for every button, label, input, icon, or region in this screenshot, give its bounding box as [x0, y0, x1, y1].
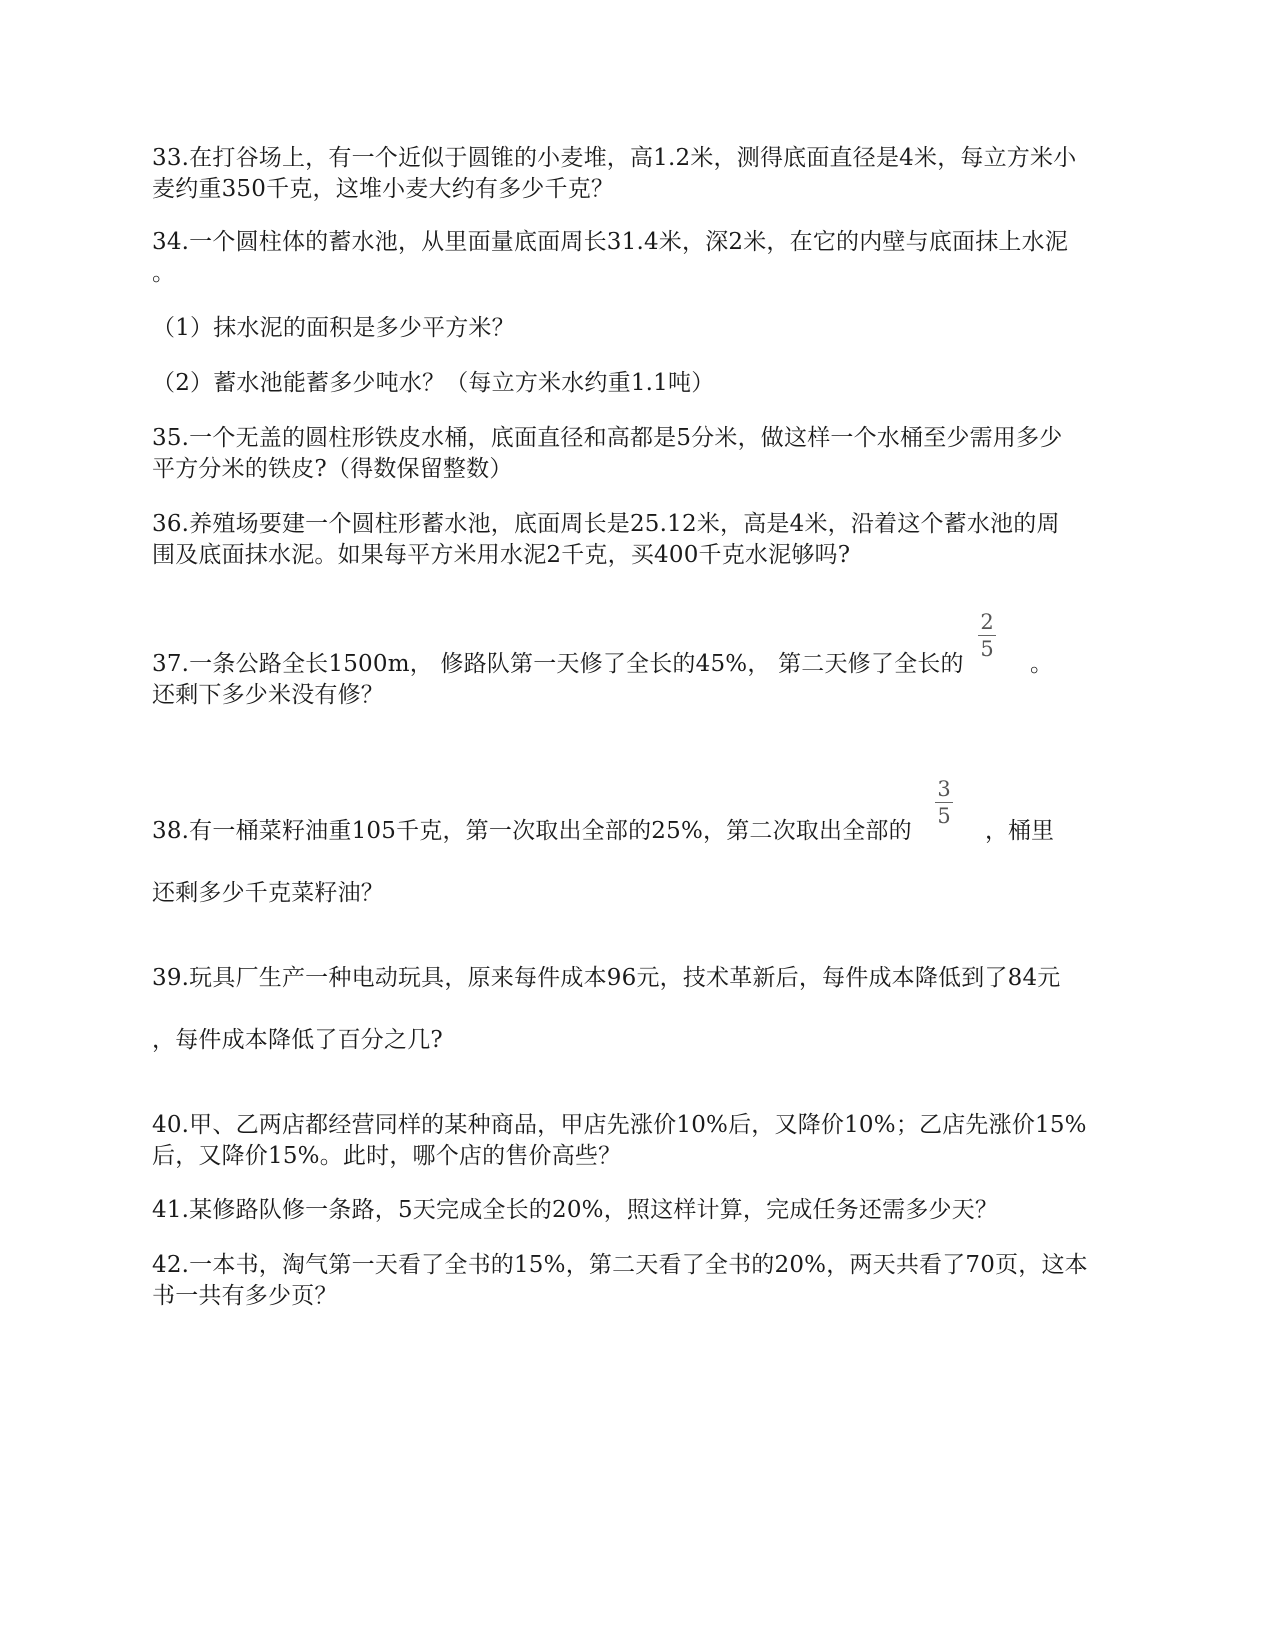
q35-line2: 平方分米的铁皮?（得数保留整数）	[152, 456, 513, 482]
q33-line2: 麦约重350千克，这堆小麦大约有多少千克？	[152, 176, 615, 202]
q34-line2: 。	[152, 260, 176, 286]
q38-tail: ，桶里	[985, 818, 1054, 844]
q38-fraction-bar	[935, 802, 953, 803]
q40-line1: 40.甲、乙两店都经营同样的某种商品，甲店先涨价10%后，又降价10%；乙店先涨价15%	[152, 1112, 1087, 1138]
q34-sub1: （1）抹水泥的面积是多少平方米？	[152, 315, 515, 341]
q39-line1: 39.玩具厂生产一种电动玩具，原来每件成本96元，技术革新后，每件成本降低到了84元	[152, 965, 1061, 991]
q37-fraction	[975, 610, 999, 661]
q36-line2: 围及底面抹水泥。如果每平方米用水泥2千克，买400千克水泥够吗?	[152, 542, 851, 568]
q42-line2: 书一共有多少页？	[152, 1283, 338, 1309]
q38-line1: 38.有一桶菜籽油重105千克，第一次取出全部的25%，第二次取出全部的	[152, 818, 912, 844]
q34-sub2: （2）蓄水池能蓄多少吨水？（每立方米水约重1.1吨）	[152, 370, 715, 396]
q35-line1: 35.一个无盖的圆柱形铁皮水桶，底面直径和高都是5分米，做这样一个水桶至少需用多少	[152, 425, 1063, 451]
q37-fraction-denominator: 5	[980, 637, 994, 661]
q37-line1: 37.一条公路全长1500m， 修路队第一天修了全长的45%， 第二天修了全长的	[152, 651, 964, 677]
q36-line1: 36.养殖场要建一个圆柱形蓄水池，底面周长是25.12米，高是4米，沿着这个蓄水池的周	[152, 511, 1060, 537]
q38-fraction-numerator: 3	[937, 777, 951, 801]
q41-line1: 41.某修路队修一条路，5天完成全长的20%，照这样计算，完成任务还需多少天？	[152, 1197, 999, 1223]
q34-line1: 34.一个圆柱体的蓄水池，从里面量底面周长31.4米，深2米，在它的内壁与底面抹上水泥	[152, 229, 1069, 255]
q39-line2: ，每件成本降低了百分之几?	[152, 1027, 443, 1053]
q38-line2: 还剩多少千克菜籽油？	[152, 880, 384, 906]
q37-fraction-numerator: 2	[980, 610, 994, 634]
q37-fraction-bar	[978, 635, 996, 636]
q33-line1: 33.在打谷场上，有一个近似于圆锥的小麦堆，高1.2米，测得底面直径是4米，每立方米小	[152, 145, 1077, 171]
q40-line2: 后，又降价15%。此时，哪个店的售价高些？	[152, 1143, 622, 1169]
q37-line2: 还剩下多少米没有修？	[152, 682, 384, 708]
q38-fraction	[932, 777, 956, 828]
q38-fraction-denominator: 5	[937, 804, 951, 828]
q42-line1: 42.一本书，淘气第一天看了全书的15%，第二天看了全书的20%，两天共看了70页，这本	[152, 1252, 1088, 1278]
q37-tail: 。	[1030, 651, 1053, 677]
